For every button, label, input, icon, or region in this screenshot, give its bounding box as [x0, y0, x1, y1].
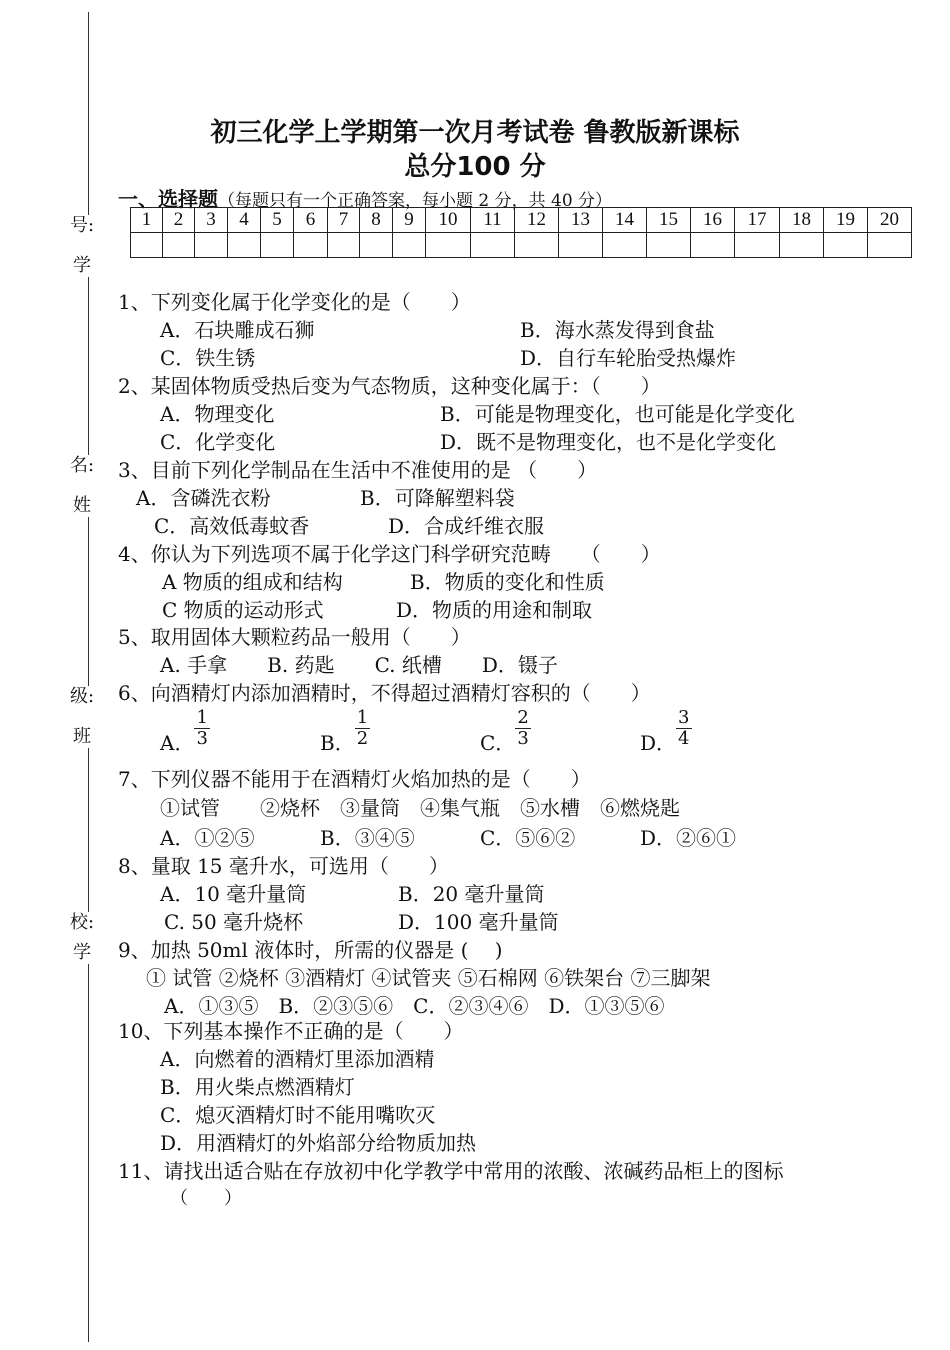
side-char: 姓	[73, 495, 91, 516]
q3-option-c: C．高效低毒蚊香	[154, 514, 310, 538]
side-char: 学	[73, 255, 91, 276]
q10-option-d: D．用酒精灯的外焰部分给物质加热	[160, 1131, 477, 1155]
q10-option-b: B．用火柴点燃酒精灯	[160, 1075, 355, 1099]
name-label	[70, 455, 94, 517]
question-4: 4、你认为下列选项不属于化学这门科学研究范畴 （ ）	[118, 542, 661, 566]
q1-option-c: C．铁生锈	[160, 346, 256, 370]
q2-option-c: C．化学变化	[160, 430, 276, 454]
answer-number-cell: 14	[603, 208, 647, 233]
question-9: 9、加热 50ml 液体时，所需的仪器是 ( )	[118, 938, 503, 962]
answer-blank-cell[interactable]	[735, 233, 780, 258]
q1-option-d: D．自行车轮胎受热爆炸	[520, 346, 737, 370]
q4-option-a: A 物质的组成和结构	[162, 570, 343, 594]
answer-blank-cell[interactable]	[868, 233, 912, 258]
q7-option-d: D．②⑥①	[640, 826, 737, 850]
question-6: 6、向酒精灯内添加酒精时，不得超过酒精灯容积的（ ）	[118, 681, 651, 705]
q3-option-d: D．合成纤维衣服	[388, 514, 545, 538]
numerator: 1	[356, 707, 369, 728]
binding-line	[88, 12, 89, 1342]
answer-blank-cell[interactable]	[195, 233, 228, 258]
class-label	[70, 686, 94, 748]
q10-option-a: A．向燃着的酒精灯里添加酒精	[160, 1047, 435, 1071]
q6-d-label: D．	[640, 731, 677, 755]
answer-blank-row	[131, 233, 912, 258]
answer-blank-cell[interactable]	[471, 233, 515, 258]
answer-blank-cell[interactable]	[261, 233, 294, 258]
section-note: （每题只有一个正确答案，每小题 2 分，共 40 分）	[218, 191, 613, 211]
school-label	[70, 912, 94, 964]
answer-number-cell: 3	[195, 208, 228, 233]
q6-b-label: B．	[320, 731, 355, 755]
answer-number-cell: 13	[559, 208, 603, 233]
answer-number-cell: 5	[261, 208, 294, 233]
q8-option-a: A．10 毫升量筒	[160, 882, 307, 906]
denominator: 2	[356, 728, 369, 749]
answer-blank-cell[interactable]	[393, 233, 426, 258]
answer-number-cell: 20	[868, 208, 912, 233]
question-11: 11、请找出适合贴在存放初中化学教学中常用的浓酸、浓碱药品柜上的图标	[118, 1159, 784, 1183]
q6-option-c	[480, 708, 531, 767]
question-3: 3、目前下列化学制品在生活中不准使用的是 （ ）	[118, 458, 598, 482]
q6-option-a	[160, 708, 210, 767]
question-7: 7、下列仪器不能用于在酒精灯火焰加热的是（ ）	[118, 767, 591, 791]
q9-items: ① 试管 ②烧杯 ③酒精灯 ④试管夹 ⑤石棉网 ⑥铁架台 ⑦三脚架	[146, 966, 711, 990]
q2-option-b: B．可能是物理变化，也可能是化学变化	[440, 402, 795, 426]
denominator: 3	[196, 728, 208, 749]
numerator: 2	[517, 707, 529, 728]
answer-blank-cell[interactable]	[603, 233, 647, 258]
answer-number-cell: 15	[647, 208, 691, 233]
denominator: 4	[678, 728, 690, 749]
question-5: 5、取用固体大颗粒药品一般用（ ）	[118, 625, 471, 649]
answer-blank-cell[interactable]	[515, 233, 559, 258]
side-char: 班	[73, 726, 91, 747]
answer-number-cell: 11	[471, 208, 515, 233]
q6-c-label: C．	[480, 731, 516, 755]
answer-blank-cell[interactable]	[691, 233, 735, 258]
answer-blank-cell[interactable]	[647, 233, 691, 258]
question-8: 8、量取 15 毫升水，可选用（ ）	[118, 854, 449, 878]
answer-number-cell: 17	[735, 208, 780, 233]
q3-option-b: B．可降解塑料袋	[360, 486, 515, 510]
answer-number-cell: 7	[328, 208, 360, 233]
q7-option-a: A．①②⑤	[160, 826, 255, 850]
answer-blank-cell[interactable]	[328, 233, 360, 258]
answer-number-cell: 8	[360, 208, 393, 233]
answer-number-cell: 12	[515, 208, 559, 233]
answer-blank-cell[interactable]	[163, 233, 195, 258]
side-char: 名:	[70, 455, 95, 476]
q1-option-a: A．石块雕成石狮	[160, 318, 315, 342]
answer-blank-cell[interactable]	[228, 233, 261, 258]
exam-title: 初三化学上学期第一次月考试卷 鲁教版新课标	[210, 118, 740, 148]
q5-options: A. 手拿 B. 药匙 C. 纸槽 D．镊子	[160, 653, 558, 677]
fraction-one-half	[355, 708, 370, 749]
fraction-two-thirds	[515, 708, 530, 749]
numerator: 1	[196, 707, 208, 728]
answer-number-cell: 18	[780, 208, 824, 233]
section-title: 一、选择题	[118, 187, 218, 211]
q4-option-c: C 物质的运动形式	[162, 598, 324, 622]
answer-blank-cell[interactable]	[294, 233, 328, 258]
q7-option-c: C．⑤⑥②	[480, 826, 576, 850]
answer-table	[130, 207, 912, 258]
denominator: 3	[517, 728, 529, 749]
side-char: 级:	[70, 686, 95, 707]
q8-option-c: C. 50 毫升烧杯	[164, 910, 304, 934]
answer-blank-cell[interactable]	[426, 233, 471, 258]
side-char: 号:	[70, 215, 95, 236]
answer-number-cell: 6	[294, 208, 328, 233]
q6-option-d	[640, 708, 692, 767]
q11-answer-paren: （ ）	[170, 1188, 242, 1209]
answer-blank-cell[interactable]	[559, 233, 603, 258]
fraction-one-third	[194, 708, 209, 749]
q2-option-a: A．物理变化	[160, 402, 275, 426]
question-10: 10、下列基本操作不正确的是（ ）	[118, 1019, 464, 1043]
question-2: 2、某固体物质受热后变为气态物质，这种变化属于：（ ）	[118, 374, 661, 398]
answer-blank-cell[interactable]	[824, 233, 868, 258]
q10-option-c: C．熄灭酒精灯时不能用嘴吹灭	[160, 1103, 436, 1127]
q8-option-d: D．100 毫升量筒	[398, 910, 559, 934]
q7-option-b: B．③④⑤	[320, 826, 415, 850]
total-score: 总分100 分	[404, 152, 546, 182]
answer-number-cell: 4	[228, 208, 261, 233]
q6-option-b	[320, 708, 370, 767]
answer-number-cell: 9	[393, 208, 426, 233]
q1-option-b: B．海水蒸发得到食盐	[520, 318, 715, 342]
answer-number-cell: 1	[131, 208, 163, 233]
answer-blank-cell[interactable]	[360, 233, 393, 258]
question-1: 1、下列变化属于化学变化的是（ ）	[118, 290, 471, 314]
side-char: 校:	[70, 912, 95, 933]
side-char: 学	[73, 942, 91, 963]
answer-blank-cell[interactable]	[131, 233, 163, 258]
student-id-label	[70, 215, 94, 277]
q7-items: ①试管 ②烧杯 ③量筒 ④集气瓶 ⑤水槽 ⑥燃烧匙	[160, 796, 680, 820]
answer-blank-cell[interactable]	[780, 233, 824, 258]
answer-number-cell: 16	[691, 208, 735, 233]
q4-option-d: D．物质的用途和制取	[396, 598, 593, 622]
numerator: 3	[678, 707, 690, 728]
fraction-three-quarters	[676, 708, 691, 749]
q9-options: A．①③⑤ B．②③⑤⑥ C．②③④⑥ D．①③⑤⑥	[164, 994, 665, 1018]
q8-option-b: B．20 毫升量筒	[398, 882, 545, 906]
q3-option-a: A．含磷洗衣粉	[136, 486, 271, 510]
q2-option-d: D．既不是物理变化，也不是化学变化	[440, 430, 777, 454]
answer-number-row	[131, 208, 912, 233]
answer-number-cell: 10	[426, 208, 471, 233]
answer-number-cell: 19	[824, 208, 868, 233]
q6-a-label: A．	[160, 731, 195, 755]
answer-number-cell: 2	[163, 208, 195, 233]
q4-option-b: B．物质的变化和性质	[410, 570, 605, 594]
